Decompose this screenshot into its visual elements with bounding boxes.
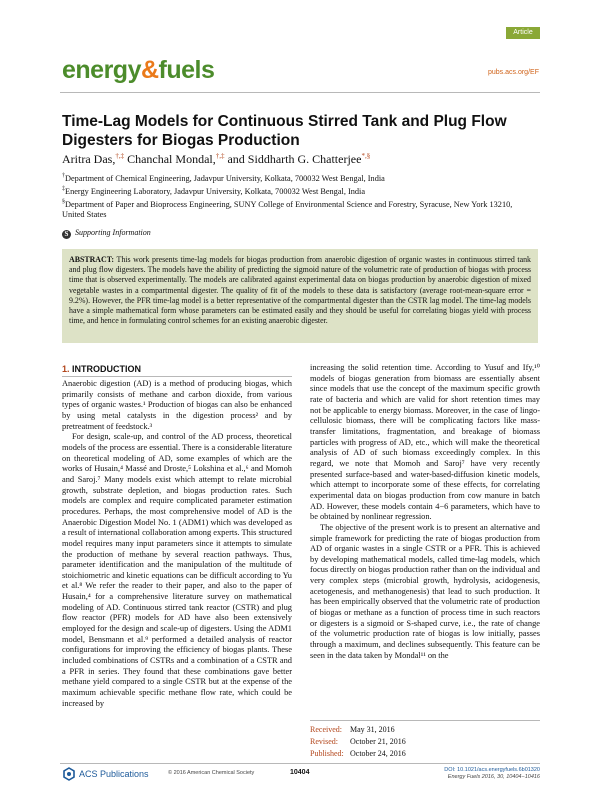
author-affiliation-mark[interactable]: *,§ [361,152,371,160]
section-heading: 1. INTRODUCTION [62,364,142,374]
author-list [62,152,370,167]
author-affiliation-mark[interactable]: †,‡ [215,152,225,160]
journal-name-part1: energy [62,56,141,84]
journal-url-link[interactable]: pubs.acs.org/EF [488,69,539,76]
date-revised: Revised: October 21, 2016 [310,737,406,746]
copyright-notice: © 2016 American Chemical Society [168,770,255,776]
journal-name-ampersand: & [140,56,159,84]
affiliation: §Department of Paper and Bioprocess Engineering, SUNY College of Environmental Science and Forestry, Syracuse, New York 13210, United States [62,199,513,220]
abstract-label: ABSTRACT: [69,255,115,264]
abstract-text: This work presents time-lag models for biogas production from anaerobic digestion of organic wastes in continuous stirred tank and plug flow digesters. The models have the ability of predicting the sigmoid nature of the volumetric rate of production of biogas with process time that is observed experimentally. The models are calibrated against experimental data on biogas production by anaerobic digestion of mixed vegetable wastes in a compartmental digester. The quality of fit of the models to these data is satisfactory (average root-mean-square error = 9.2%). However, the PFR time-lag model is a better representative of the compartmental digester than the CSTR lag model. The time-lag models have a simple mathematical form whose parameters can be estimated easily and they should be useful for correlating biogas yield with process time, and hence in formulating control schemes for an existing anaerobic digester. [69,255,531,326]
date-received: Received: May 31, 2016 [310,725,395,734]
affiliation: ‡Energy Engineering Laboratory, Jadavpur University, Kolkata, 700032 West Bengal, India [62,186,366,196]
journal-logo [62,56,214,85]
supporting-info-icon: S [62,230,71,239]
body-paragraph: The objective of the present work is to present an alternative and simple framework for predicting the rate of biogas production from AD of organic wastes in a single CSTR or a PFR. This is achieved by developing mathematical models, called time-lag models, which focus directly on biogas production rather than on the individual and very complex steps (microbial growth, hydrolysis, acidogenesis, acetogenesis, and methanogenesis) that lead to such production. It has been empirically observed that the volumetric rate of production of biogas or methane as a function of process time in such reactors or digesters is a sigmoid or S-shaped curve, i.e., the rate of change of the volumetric production rate of biogas is low initially, passes through a maximum, and declines subsequently. This feature can be seen in the data taken by Mondal¹¹ on the [310,522,540,660]
acs-logo-icon [62,767,76,781]
journal-name-part2: fuels [158,56,215,84]
body-paragraph: For design, scale-up, and control of the AD process, theoretical models of the process are essential. There is a considerable literature on theoretical modeling of AD, some examples of which are the works of Husain,⁴ Massé and Droste,⁵ Lokshina et al.,⁶ and Momoh and Saroj.⁷ Many models exist which attempt to relate microbial growth, substrate depletion, and biogas production rates. Such models are complex and require complicated parameter estimation procedures. Perhaps, the most comprehensive model of AD is the Anaerobic Digestion Model No. 1 (ADM1) which was developed as a result of international collaboration among experts. This structured model requires many input parameters since it attempts to simulate the production of methane by several reaction pathways. Thus, parameter identification and the manipulation of the multitude of stoichiometric and kinetic equations can be difficult according to Yu et al.⁸ We refer the reader to their paper, and also to the paper of Husain,⁴ for a comprehensive literature survey on mathematical modeling of AD. Continuous stirred tank reactor (CSTR) and plug flow reactor (PFR) models for AD have also been extensively employed for the design and scale-up of digesters. Using the ADM1 model, Bensmann et al.⁹ performed a detailed analysis of reactor configurations for improving the efficiency of biogas plants. These included combinations of CSTRs and a combination of a CSTR and a PFR in series. They found that these combinations gave better methane yield compared to a single CSTR but at the expense of the maximum achievable specific methane flow rate, which could be increased by [62,432,292,708]
footer-divider [60,763,540,764]
body-column-left [62,379,292,709]
acs-publications-logo[interactable]: ACS Publications [62,767,149,781]
paper-title: Time-Lag Models for Continuous Stirred Tank and Plug Flow Digesters for Biogas Production [62,113,507,149]
article-type-badge: Article [506,27,540,39]
author-affiliation-mark[interactable]: †,‡ [115,152,125,160]
author-name[interactable]: Aritra Das, [62,152,116,166]
section-divider [62,376,292,377]
abstract-box [62,249,538,343]
doi-link[interactable]: DOI: 10.1021/acs.energyfuels.6b01320 [444,767,540,773]
affiliation: †Department of Chemical Engineering, Jadavpur University, Kolkata, 700032 West Bengal, India [62,173,385,183]
page-number: 10404 [290,769,310,776]
doi-citation [430,767,540,781]
body-column-right [310,363,540,661]
dates-divider [310,720,540,721]
author-name[interactable]: Chanchal Mondal, [127,152,216,166]
body-paragraph: Anaerobic digestion (AD) is a method of producing biogas, which primarily consists of methane and carbon dioxide, from various types of organic wastes.¹ Production of biogas can also be enhanced by using metal catalysts in the digestion process² and by pretreatment of feedstock.³ [62,379,292,431]
date-published: Published: October 24, 2016 [310,749,406,758]
author-name[interactable]: and Siddharth G. Chatterjee [227,152,362,166]
header-divider [60,92,540,93]
body-paragraph: increasing the solid retention time. According to Yusuf and Ify,¹⁰ models of biogas generation from biomass are essentially absent since models that use the concept of the maximum specific growth rate of bacteria and which are valid for short retention times may not be applicable to energy biomass. Moreover, in the case of lingo-cellulosic biomass, there will be complicating factors like mass-transfer limitations, fragmentation, and breakage of biomass particles with progress of AD, etc., which will make the theoretical analysis of AD of such biomass exceedingly complex. In this regard, we note that Momoh and Saroj⁷ have very recently presented surface-based and water-based-diffusion kinetic models, which attempt to incorporate some of these effects, for correlating experimental data on biogas production from cow manure in batch AD. However, these models contain 4−6 parameters, which have to be obtained by nonlinear regression. [310,363,540,522]
supporting-information-link[interactable]: S Supporting Information [62,228,151,239]
journal-citation: Energy Fuels 2016, 30, 10404−10416 [447,774,540,780]
